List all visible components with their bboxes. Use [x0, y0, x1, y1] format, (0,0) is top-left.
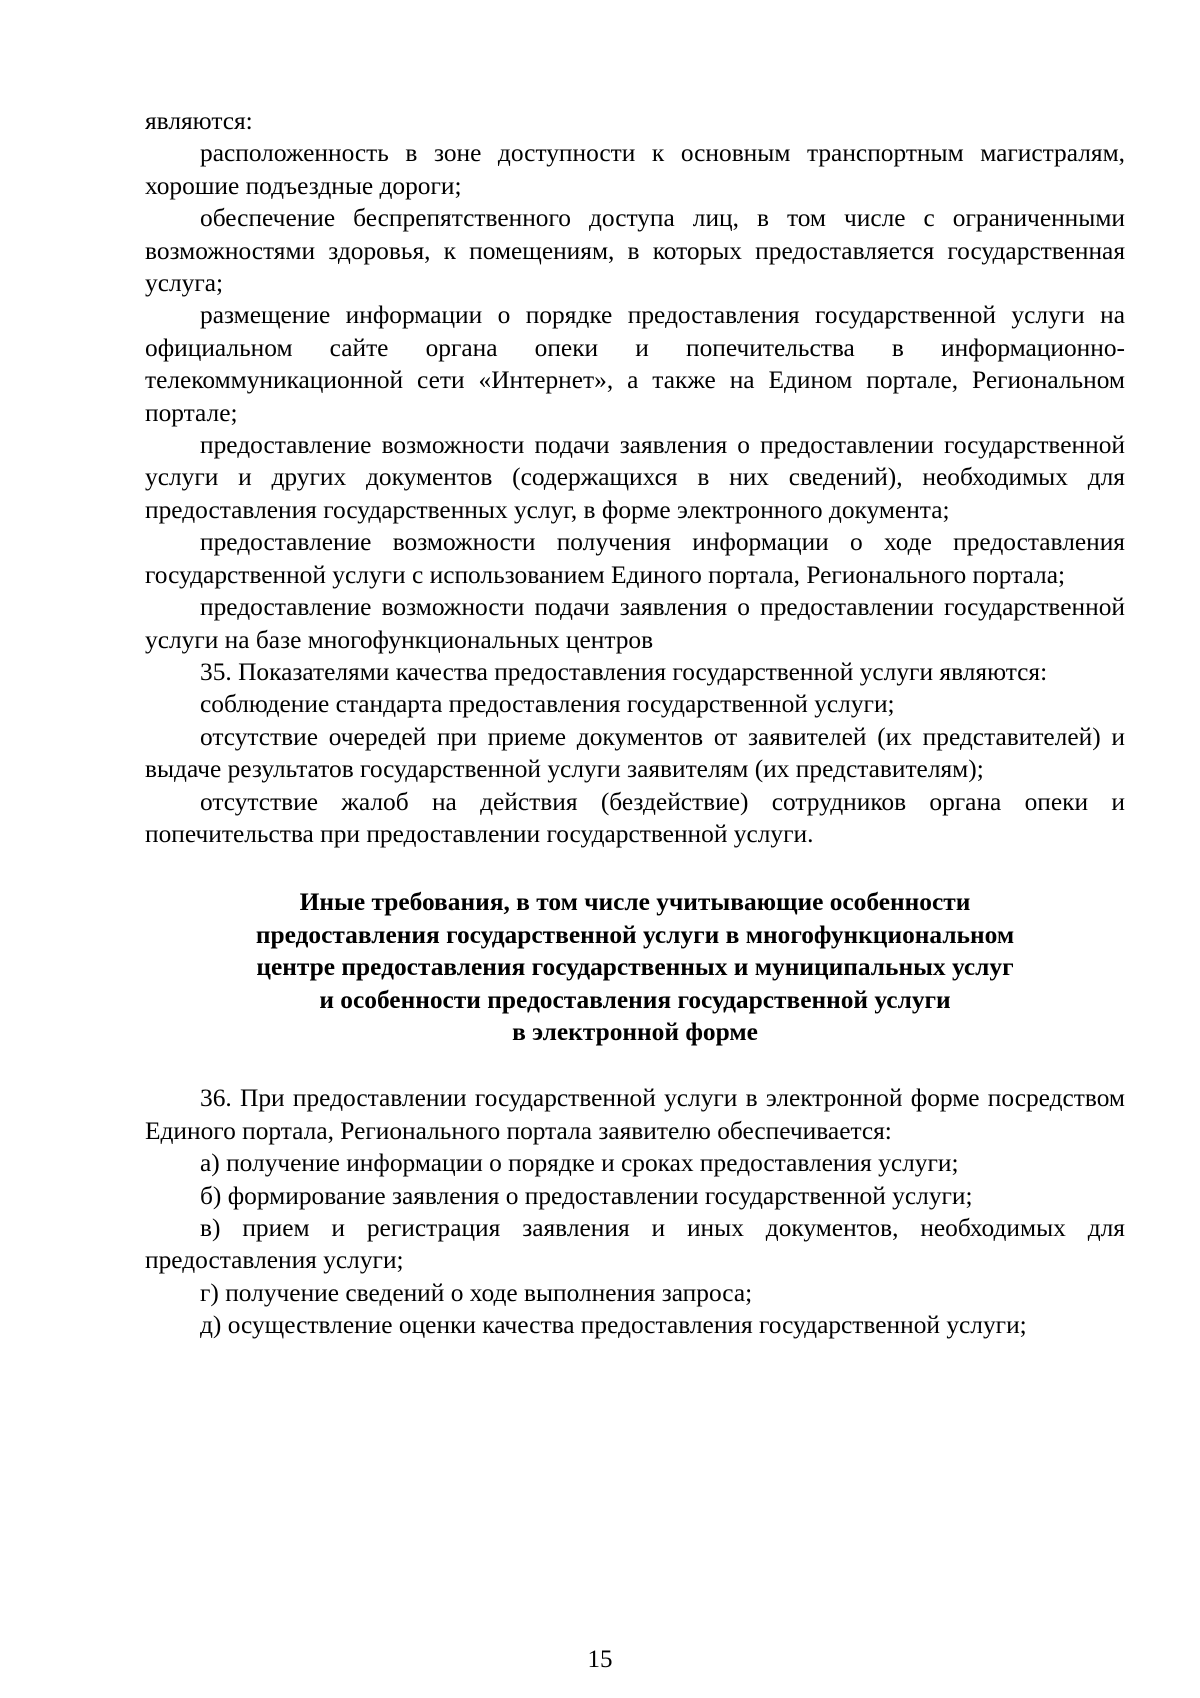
- paragraph: обеспечение беспрепятственного доступа лиц, в том числе с ограниченными возможностями здоровья, к помещениям, в которых предоставляется государственная услуга;: [145, 204, 1125, 298]
- heading-line: Иные требования, в том числе учитывающие особенности: [299, 888, 971, 917]
- heading-line: центре предоставления государственных и муниципальных услуг: [256, 953, 1014, 982]
- paragraph: а) получение информации о порядке и сроках предоставления услуги;: [200, 1149, 959, 1178]
- paragraph: отсутствие очередей при приеме документов от заявителей (их представителей) и выдаче результатов государственной услуги заявителям (их представителям);: [145, 722, 1125, 784]
- paragraph: 35. Показателями качества предоставления государственной услуги являются:: [200, 657, 1048, 686]
- heading-line: в электронной форме: [512, 1017, 758, 1046]
- heading-line: и особенности предоставления государственной услуги: [319, 985, 951, 1014]
- document-page: [145, 105, 1125, 1342]
- paragraph: 36. При предоставлении государственной услуги в электронной форме посредством Единого портала, Регионального портала заявителю обеспечивается:: [145, 1084, 1125, 1145]
- section-heading: [145, 886, 1125, 1048]
- paragraph: г) получение сведений о ходе выполнения запроса;: [200, 1278, 753, 1307]
- paragraph: соблюдение стандарта предоставления государственной услуги;: [200, 690, 895, 719]
- paragraph: б) формирование заявления о предоставлении государственной услуги;: [200, 1181, 973, 1210]
- body-text-top: [145, 105, 1125, 850]
- page-number: 15: [587, 1646, 613, 1673]
- paragraph: предоставление возможности подачи заявления о предоставлении государственной услуги на базе многофункциональных центров: [145, 593, 1125, 654]
- paragraph: предоставление возможности подачи заявления о предоставлении государственной услуги и других документов (содержащихся в них сведений), необходимых для предоставления государственных услуг, в форме электронного документа;: [145, 431, 1125, 524]
- paragraph: размещение информации о порядке предоставления государственной услуги на официальном сайте органа опеки и попечительства в информационно-телекоммуникационной сети «Интернет», а также на Едином портале, Региональном портале;: [145, 301, 1125, 427]
- body-text-bottom: [145, 1082, 1125, 1341]
- paragraph: расположенность в зоне доступности к основным транспортным магистралям, хорошие подъездные дороги;: [145, 139, 1125, 200]
- paragraph: в) прием и регистрация заявления и иных документов, необходимых для предоставления услуги;: [145, 1214, 1125, 1275]
- heading-line: предоставления государственной услуги в многофункциональном: [255, 920, 1015, 949]
- paragraph: являются:: [145, 107, 253, 135]
- paragraph: отсутствие жалоб на действия (бездействие) сотрудников органа опеки и попечительства при предоставлении государственной услуги.: [145, 787, 1125, 848]
- paragraph: предоставление возможности получения информации о ходе предоставления государственной услуги с использованием Единого портала, Регионального портала;: [145, 528, 1125, 589]
- paragraph: д) осуществление оценки качества предоставления государственной услуги;: [200, 1311, 1027, 1340]
